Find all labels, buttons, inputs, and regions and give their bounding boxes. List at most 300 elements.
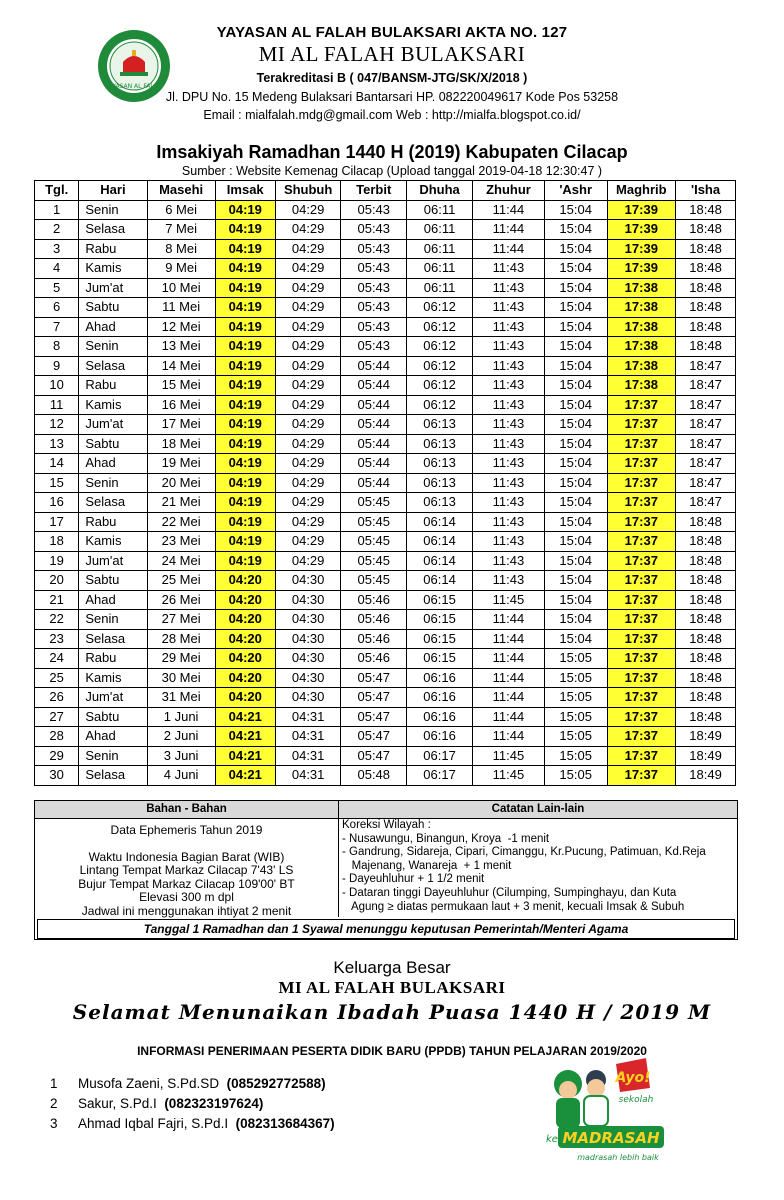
table-cell: 04:29 — [275, 220, 341, 240]
table-cell: 05:47 — [341, 688, 407, 708]
table-cell: 06:11 — [407, 278, 473, 298]
notes-header: Catatan Lain-lain — [339, 801, 737, 819]
table-cell: 1 — [35, 200, 79, 220]
table-cell: 17:39 — [607, 259, 676, 279]
table-cell: Selasa — [79, 766, 147, 786]
table-cell: 04:19 — [215, 512, 275, 532]
table-cell: 15:04 — [544, 512, 607, 532]
table-cell: 22 — [35, 610, 79, 630]
table-row — [35, 337, 736, 357]
table-cell: 7 Mei — [147, 220, 215, 240]
table-cell: 06:15 — [407, 590, 473, 610]
table-row — [35, 590, 736, 610]
table-cell: 04:19 — [215, 454, 275, 474]
table-cell: 04:31 — [275, 766, 341, 786]
table-cell: 18:48 — [676, 610, 736, 630]
table-cell: Ahad — [79, 590, 147, 610]
table-cell: 04:30 — [275, 590, 341, 610]
table-cell: 06:11 — [407, 239, 473, 259]
table-cell: 17:38 — [607, 317, 676, 337]
table-cell: 06:13 — [407, 493, 473, 513]
table-cell: 15:04 — [544, 239, 607, 259]
table-cell: 11:45 — [473, 746, 545, 766]
table-cell: Jum'at — [79, 415, 147, 435]
table-cell: 05:43 — [341, 200, 407, 220]
table-cell: 15:04 — [544, 278, 607, 298]
table-cell: 04:29 — [275, 551, 341, 571]
table-row — [35, 356, 736, 376]
material-line: Elevasi 300 m dpl — [139, 890, 234, 904]
table-cell: 04:29 — [275, 473, 341, 493]
info-box — [34, 800, 738, 940]
table-row — [35, 571, 736, 591]
table-cell: 06:16 — [407, 668, 473, 688]
table-cell: 21 — [35, 590, 79, 610]
table-cell: 11:43 — [473, 298, 545, 318]
table-cell: 04:19 — [215, 220, 275, 240]
table-cell: 06:12 — [407, 395, 473, 415]
table-cell: 11 — [35, 395, 79, 415]
table-cell: 11:45 — [473, 766, 545, 786]
column-header: Imsak — [215, 181, 275, 201]
table-cell: Jum'at — [79, 551, 147, 571]
table-cell: 11:43 — [473, 434, 545, 454]
table-cell: 04:19 — [215, 200, 275, 220]
table-cell: 04:29 — [275, 259, 341, 279]
material-line: Data Ephemeris Tahun 2019 — [110, 823, 263, 837]
table-cell: 11:44 — [473, 688, 545, 708]
table-cell: 15:04 — [544, 415, 607, 435]
table-cell: 11:43 — [473, 395, 545, 415]
table-cell: 4 — [35, 259, 79, 279]
table-cell: 11:43 — [473, 493, 545, 513]
table-cell: Ahad — [79, 727, 147, 747]
note-line: - Nusawungu, Binangun, Kroya -1 menit — [342, 832, 550, 845]
table-cell: 15:04 — [544, 337, 607, 357]
note-line: - Gandrung, Sidareja, Cipari, Cimanggu, Kr.Pucung, Patimuan, Kd.Reja — [342, 846, 706, 859]
table-cell: 12 Mei — [147, 317, 215, 337]
table-cell: 17:38 — [607, 376, 676, 396]
table-cell: 18:48 — [676, 278, 736, 298]
table-cell: 04:31 — [275, 707, 341, 727]
contact-phone: (085292772588) — [226, 1076, 326, 1091]
table-cell: 04:19 — [215, 415, 275, 435]
table-cell: 15:05 — [544, 766, 607, 786]
table-cell: 04:29 — [275, 356, 341, 376]
table-cell: 28 — [35, 727, 79, 747]
table-cell: Rabu — [79, 649, 147, 669]
table-cell: 14 Mei — [147, 356, 215, 376]
table-cell: 11 Mei — [147, 298, 215, 318]
table-cell: 15:04 — [544, 200, 607, 220]
table-cell: 15:05 — [544, 649, 607, 669]
table-cell: 11:43 — [473, 356, 545, 376]
table-cell: 17:37 — [607, 532, 676, 552]
table-cell: 15:05 — [544, 688, 607, 708]
contact-number: 2 — [50, 1096, 58, 1111]
table-cell: 24 — [35, 649, 79, 669]
table-cell: 19 Mei — [147, 454, 215, 474]
table-cell: 04:30 — [275, 610, 341, 630]
table-cell: 11:44 — [473, 629, 545, 649]
column-header: Dhuha — [407, 181, 473, 201]
table-row — [35, 629, 736, 649]
table-cell: 13 — [35, 434, 79, 454]
table-cell: Rabu — [79, 376, 147, 396]
table-cell: Jum'at — [79, 278, 147, 298]
table-cell: 04:19 — [215, 434, 275, 454]
table-cell: 04:19 — [215, 551, 275, 571]
table-row — [35, 649, 736, 669]
table-cell: 17:37 — [607, 454, 676, 474]
table-cell: 17:37 — [607, 610, 676, 630]
table-cell: 11:43 — [473, 317, 545, 337]
table-row — [35, 532, 736, 552]
table-cell: 18:47 — [676, 493, 736, 513]
table-cell: 15:04 — [544, 532, 607, 552]
contact-name: Sakur, S.Pd.I — [78, 1096, 157, 1111]
table-cell: 18:48 — [676, 551, 736, 571]
table-cell: 18:48 — [676, 571, 736, 591]
table-cell: 05:44 — [341, 395, 407, 415]
table-cell: 18:48 — [676, 259, 736, 279]
table-row — [35, 278, 736, 298]
table-cell: 15:05 — [544, 727, 607, 747]
table-cell: 26 Mei — [147, 590, 215, 610]
table-cell: 2 Juni — [147, 727, 215, 747]
table-cell: 18:49 — [676, 766, 736, 786]
table-cell: 23 — [35, 629, 79, 649]
table-header-row — [35, 181, 736, 201]
logo-tagline: madrasah lebih baik — [577, 1153, 659, 1162]
table-cell: 17:37 — [607, 629, 676, 649]
table-cell: 15:04 — [544, 395, 607, 415]
table-cell: 15:04 — [544, 629, 607, 649]
materials-column — [35, 801, 339, 917]
table-cell: 04:20 — [215, 571, 275, 591]
page-title: Imsakiyah Ramadhan 1440 H (2019) Kabupaten Cilacap — [156, 142, 628, 162]
table-cell: 15:04 — [544, 259, 607, 279]
table-row — [35, 688, 736, 708]
table-cell: 17:37 — [607, 727, 676, 747]
table-cell: Rabu — [79, 512, 147, 532]
table-cell: 06:14 — [407, 551, 473, 571]
table-cell: 04:20 — [215, 590, 275, 610]
table-cell: 04:29 — [275, 317, 341, 337]
table-cell: 11:43 — [473, 259, 545, 279]
table-cell: 18:48 — [676, 532, 736, 552]
table-cell: 17:38 — [607, 356, 676, 376]
table-cell: 05:46 — [341, 629, 407, 649]
table-cell: 17:37 — [607, 668, 676, 688]
table-cell: 12 — [35, 415, 79, 435]
table-cell: 17:37 — [607, 395, 676, 415]
table-row — [35, 512, 736, 532]
table-cell: 06:12 — [407, 376, 473, 396]
table-cell: Ahad — [79, 454, 147, 474]
table-cell: 05:46 — [341, 610, 407, 630]
contact-number: 3 — [50, 1116, 58, 1131]
table-cell: 11:44 — [473, 610, 545, 630]
note-line: Agung ≥ diatas permukaan laut + 3 menit, kecuali Imsak & Subuh — [342, 900, 685, 913]
table-row — [35, 746, 736, 766]
table-cell: Senin — [79, 200, 147, 220]
logo-madrasah: MADRASAH — [562, 1129, 660, 1147]
table-cell: 17 Mei — [147, 415, 215, 435]
table-cell: 04:21 — [215, 707, 275, 727]
table-cell: 11:43 — [473, 512, 545, 532]
family-school: MI AL FALAH BULAKSARI — [278, 978, 506, 997]
contact-number: 1 — [50, 1076, 58, 1091]
table-cell: 06:15 — [407, 649, 473, 669]
table-cell: 04:19 — [215, 493, 275, 513]
table-cell: 7 — [35, 317, 79, 337]
table-cell: 18:48 — [676, 668, 736, 688]
table-cell: 06:16 — [407, 688, 473, 708]
table-cell: 18:47 — [676, 454, 736, 474]
table-cell: 15:04 — [544, 493, 607, 513]
table-row — [35, 239, 736, 259]
contact-web: Email : mialfalah.mdg@gmail.com Web : http://mialfa.blogspot.co.id/ — [203, 108, 581, 122]
table-cell: 06:11 — [407, 259, 473, 279]
note-line: - Dataran tinggi Dayeuhluhur (Cilumping, Sumpinghayu, dan Kuta — [342, 886, 677, 899]
table-cell: 18:48 — [676, 707, 736, 727]
table-cell: 20 — [35, 571, 79, 591]
table-row — [35, 473, 736, 493]
table-cell: 04:19 — [215, 376, 275, 396]
table-cell: 17:37 — [607, 473, 676, 493]
table-cell: 15:04 — [544, 298, 607, 318]
logo-sekolah: sekolah — [618, 1095, 654, 1105]
table-cell: 04:29 — [275, 532, 341, 552]
table-cell: 18:48 — [676, 337, 736, 357]
table-cell: 18:47 — [676, 415, 736, 435]
table-cell: 11:43 — [473, 454, 545, 474]
table-cell: 10 Mei — [147, 278, 215, 298]
table-cell: Sabtu — [79, 707, 147, 727]
table-cell: 2 — [35, 220, 79, 240]
table-cell: 04:19 — [215, 317, 275, 337]
foundation-name: YAYASAN AL FALAH BULAKSARI AKTA NO. 127 — [216, 24, 568, 41]
table-cell: Sabtu — [79, 571, 147, 591]
material-line: Jadwal ini menggunakan ihtiyat 2 menit — [81, 903, 292, 918]
column-header: Tgl. — [35, 181, 79, 201]
table-cell: 17:37 — [607, 590, 676, 610]
table-cell: 04:29 — [275, 434, 341, 454]
table-cell: 05:46 — [341, 649, 407, 669]
table-row — [35, 668, 736, 688]
table-cell: 04:29 — [275, 337, 341, 357]
table-cell: 18:48 — [676, 649, 736, 669]
table-row — [35, 551, 736, 571]
table-cell: 04:30 — [275, 668, 341, 688]
table-cell: 04:19 — [215, 473, 275, 493]
contact-name: Musofa Zaeni, S.Pd.SD — [78, 1076, 220, 1091]
table-cell: 24 Mei — [147, 551, 215, 571]
table-cell: 17:38 — [607, 278, 676, 298]
table-cell: 06:12 — [407, 337, 473, 357]
table-row — [35, 610, 736, 630]
table-cell: 04:19 — [215, 298, 275, 318]
column-header: Zhuhur — [473, 181, 545, 201]
family-line: Keluarga Besar — [333, 958, 451, 977]
table-cell: 05:44 — [341, 454, 407, 474]
table-cell: 04:29 — [275, 278, 341, 298]
table-cell: 15:04 — [544, 376, 607, 396]
table-cell: 3 Juni — [147, 746, 215, 766]
table-cell: Senin — [79, 746, 147, 766]
table-cell: 05:44 — [341, 356, 407, 376]
table-cell: 05:45 — [341, 551, 407, 571]
table-cell: 15:04 — [544, 356, 607, 376]
table-row — [35, 220, 736, 240]
table-row — [35, 376, 736, 396]
table-cell: 04:21 — [215, 766, 275, 786]
table-cell: Selasa — [79, 629, 147, 649]
contact-name: Ahmad Iqbal Fajri, S.Pd.I — [78, 1116, 229, 1131]
table-cell: 15:05 — [544, 707, 607, 727]
table-cell: 15:05 — [544, 668, 607, 688]
table-cell: 05:46 — [341, 590, 407, 610]
table-cell: Senin — [79, 337, 147, 357]
table-cell: 05:45 — [341, 532, 407, 552]
table-cell: 11:43 — [473, 551, 545, 571]
table-cell: 04:31 — [275, 746, 341, 766]
table-cell: 17:39 — [607, 220, 676, 240]
table-cell: 06:11 — [407, 200, 473, 220]
table-cell: 17 — [35, 512, 79, 532]
table-cell: 3 — [35, 239, 79, 259]
table-cell: 18:47 — [676, 356, 736, 376]
ppdb-title: INFORMASI PENERIMAAN PESERTA DIDIK BARU (PPDB) TAHUN PELAJARAN 2019/2020 — [137, 1044, 647, 1058]
column-header: Hari — [79, 181, 147, 201]
table-cell: 27 Mei — [147, 610, 215, 630]
table-cell: 05:43 — [341, 259, 407, 279]
table-cell: 05:48 — [341, 766, 407, 786]
table-cell: 8 Mei — [147, 239, 215, 259]
table-cell: 18:47 — [676, 434, 736, 454]
table-cell: 05:43 — [341, 298, 407, 318]
table-cell: 06:17 — [407, 746, 473, 766]
source-note: Sumber : Website Kemenag Cilacap (Upload tanggal 2019-04-18 12:30:47 ) — [181, 164, 603, 178]
table-cell: 28 Mei — [147, 629, 215, 649]
table-cell: 5 — [35, 278, 79, 298]
table-cell: 06:17 — [407, 766, 473, 786]
table-row — [35, 707, 736, 727]
table-cell: 30 — [35, 766, 79, 786]
table-cell: 18:48 — [676, 239, 736, 259]
table-cell: 18:49 — [676, 727, 736, 747]
table-cell: 11:43 — [473, 473, 545, 493]
table-cell: Rabu — [79, 239, 147, 259]
table-cell: 17:37 — [607, 746, 676, 766]
table-cell: 04:21 — [215, 727, 275, 747]
table-cell: 06:12 — [407, 356, 473, 376]
table-cell: Kamis — [79, 532, 147, 552]
table-cell: 15 — [35, 473, 79, 493]
note-line: - Dayeuhluhur + 1 1/2 menit — [342, 873, 485, 886]
table-cell: 04:19 — [215, 259, 275, 279]
table-cell: 15:04 — [544, 220, 607, 240]
table-cell: 18:48 — [676, 200, 736, 220]
table-cell: 17:37 — [607, 688, 676, 708]
table-cell: 15:04 — [544, 610, 607, 630]
table-row — [35, 317, 736, 337]
table-cell: 05:47 — [341, 707, 407, 727]
table-cell: 06:16 — [407, 727, 473, 747]
table-row — [35, 434, 736, 454]
table-cell: Kamis — [79, 668, 147, 688]
table-cell: 11:43 — [473, 415, 545, 435]
contact-item — [50, 1096, 263, 1111]
table-cell: 1 Juni — [147, 707, 215, 727]
table-cell: 05:43 — [341, 317, 407, 337]
table-cell: 06:13 — [407, 454, 473, 474]
table-cell: 18:47 — [676, 473, 736, 493]
table-cell: Sabtu — [79, 298, 147, 318]
table-cell: Senin — [79, 473, 147, 493]
table-cell: 04:30 — [275, 649, 341, 669]
contact-item — [50, 1116, 335, 1131]
table-cell: 06:12 — [407, 298, 473, 318]
table-cell: 05:47 — [341, 746, 407, 766]
school-name: MI AL FALAH BULAKSARI — [258, 42, 526, 66]
table-cell: 17:38 — [607, 298, 676, 318]
table-cell: 16 Mei — [147, 395, 215, 415]
column-header: 'Ashr — [544, 181, 607, 201]
material-line: Waktu Indonesia Bagian Barat (WIB) — [88, 849, 285, 864]
table-cell: 04:20 — [215, 668, 275, 688]
table-cell: 05:44 — [341, 415, 407, 435]
table-cell: 17:37 — [607, 766, 676, 786]
table-cell: 18:48 — [676, 688, 736, 708]
table-cell: 11:44 — [473, 239, 545, 259]
column-header: Maghrib — [607, 181, 676, 201]
table-cell: Sabtu — [79, 434, 147, 454]
table-cell: Jum'at — [79, 688, 147, 708]
table-cell: 04:29 — [275, 239, 341, 259]
table-cell: 06:12 — [407, 317, 473, 337]
materials-list — [35, 819, 338, 918]
table-cell: 10 — [35, 376, 79, 396]
table-cell: 04:29 — [275, 454, 341, 474]
logo-ke: ke — [546, 1134, 558, 1145]
table-cell: 20 Mei — [147, 473, 215, 493]
table-cell: 17:37 — [607, 512, 676, 532]
table-row — [35, 395, 736, 415]
notes-column — [339, 801, 737, 917]
contact-item — [50, 1076, 326, 1091]
contact-phone: (082313684367) — [235, 1116, 335, 1131]
table-cell: 17:39 — [607, 200, 676, 220]
table-cell: 18:48 — [676, 220, 736, 240]
table-cell: 21 Mei — [147, 493, 215, 513]
table-cell: 18:49 — [676, 746, 736, 766]
table-cell: 06:14 — [407, 571, 473, 591]
table-cell: 18:47 — [676, 376, 736, 396]
column-header: Masehi — [147, 181, 215, 201]
table-cell: 16 — [35, 493, 79, 513]
table-cell: 11:43 — [473, 532, 545, 552]
table-row — [35, 454, 736, 474]
table-cell: 05:43 — [341, 220, 407, 240]
table-cell: 18:48 — [676, 298, 736, 318]
table-cell: 15:04 — [544, 317, 607, 337]
table-cell: 13 Mei — [147, 337, 215, 357]
table-cell: 05:45 — [341, 493, 407, 513]
table-cell: 04:21 — [215, 746, 275, 766]
table-cell: Ahad — [79, 317, 147, 337]
